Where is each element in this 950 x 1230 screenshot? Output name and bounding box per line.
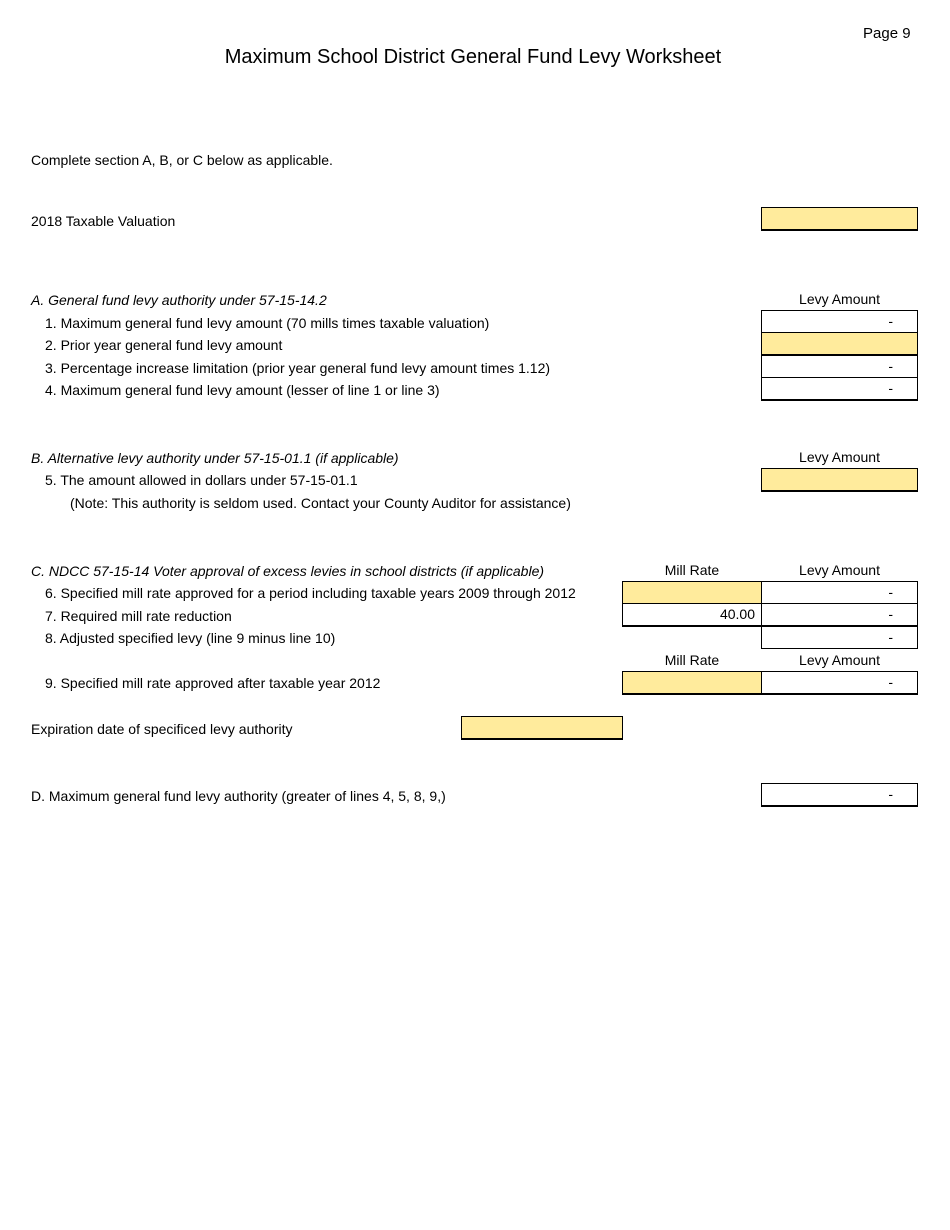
expiration-label: Expiration date of specificed levy authority — [31, 721, 293, 737]
page-number: Page 9 — [863, 25, 911, 42]
section-d-value: - — [761, 783, 918, 807]
line-8-levy-value: - — [761, 626, 918, 649]
taxable-valuation-input[interactable] — [761, 207, 918, 231]
line-6-label: 6. Specified mill rate approved for a period including taxable years 2009 through 2012 — [45, 585, 576, 601]
section-a-heading: A. General fund levy authority under 57-15-14.2 — [31, 292, 327, 308]
section-c-heading: C. NDCC 57-15-14 Voter approval of excess levies in school districts (if applicable) — [31, 563, 545, 579]
line-9-mill-input[interactable] — [622, 671, 762, 695]
section-b-note: (Note: This authority is seldom used. Contact your County Auditor for assistance) — [70, 495, 571, 511]
line-1-label: 1. Maximum general fund levy amount (70 mills times taxable valuation) — [45, 315, 490, 331]
line-6-levy-value: - — [761, 581, 918, 604]
line-3-value: - — [761, 355, 918, 378]
line-4-label: 4. Maximum general fund levy amount (lesser of line 1 or line 3) — [45, 382, 440, 398]
line-5-label: 5. The amount allowed in dollars under 57-15-01.1 — [45, 472, 358, 488]
line-1-value: - — [761, 310, 918, 333]
line-2-input[interactable] — [761, 332, 918, 355]
line-7-label: 7. Required mill rate reduction — [45, 608, 232, 624]
section-b-levy-header: Levy Amount — [799, 449, 880, 465]
section-c-mill-header-2: Mill Rate — [664, 652, 720, 668]
line-5-input[interactable] — [761, 468, 918, 492]
section-c-mill-header: Mill Rate — [664, 562, 720, 578]
line-8-label: 8. Adjusted specified levy (line 9 minus line 10) — [45, 630, 336, 646]
section-c-levy-header-2: Levy Amount — [799, 652, 880, 668]
line-4-value: - — [761, 377, 918, 401]
section-d-label: D. Maximum general fund levy authority (greater of lines 4, 5, 8, 9,) — [31, 788, 446, 804]
section-c-levy-header: Levy Amount — [799, 562, 880, 578]
page-title: Maximum School District General Fund Levy Worksheet — [224, 46, 722, 68]
line-9-levy-value: - — [761, 671, 918, 695]
line-7-levy-value: - — [761, 603, 918, 627]
line-2-label: 2. Prior year general fund levy amount — [45, 337, 283, 353]
section-a-levy-header: Levy Amount — [799, 291, 880, 307]
intro-text: Complete section A, B, or C below as applicable. — [31, 152, 333, 168]
line-6-mill-input[interactable] — [622, 581, 762, 604]
expiration-date-input[interactable] — [461, 716, 623, 740]
line-3-label: 3. Percentage increase limitation (prior year general fund levy amount times 1.12) — [45, 360, 551, 376]
taxable-valuation-label: 2018 Taxable Valuation — [31, 213, 176, 229]
section-b-heading: B. Alternative levy authority under 57-15-01.1 (if applicable) — [31, 450, 399, 466]
line-9-label: 9. Specified mill rate approved after taxable year 2012 — [45, 675, 381, 691]
line-7-mill-value: 40.00 — [622, 603, 762, 627]
